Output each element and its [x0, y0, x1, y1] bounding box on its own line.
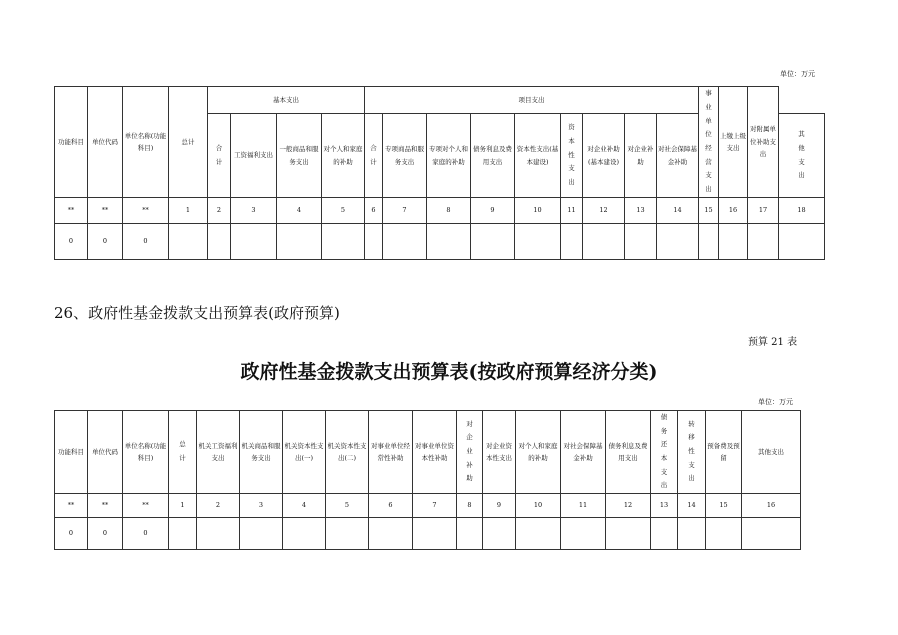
index-cell: 4: [277, 198, 322, 224]
index-cell: 8: [457, 493, 483, 517]
index-cell: 4: [283, 493, 326, 517]
index-cell: 15: [699, 198, 719, 224]
index-cell: 5: [326, 493, 369, 517]
group-header-project-expenditure: 项目支出: [365, 87, 699, 114]
unit-label-top: 单位：万元: [780, 70, 815, 78]
index-cell: 12: [606, 493, 651, 517]
col-header-econ: 债务利息及费用支出: [606, 411, 651, 494]
col-header-project-sum: 合计: [365, 114, 383, 198]
data-cell: 0: [55, 517, 88, 549]
table-row-data: [55, 224, 825, 260]
index-cell: **: [123, 493, 169, 517]
col-header-econ: 转移性支出: [678, 411, 706, 494]
index-cell: 13: [651, 493, 678, 517]
index-cell: 10: [515, 198, 561, 224]
index-cell: **: [55, 493, 88, 517]
index-cell: **: [55, 198, 88, 224]
col-header-econ: 对企业补助: [457, 411, 483, 494]
table-header-row: [55, 411, 801, 494]
col-header-project-other: 其他支出: [779, 114, 825, 198]
index-cell: 9: [483, 493, 516, 517]
data-cell: 0: [55, 224, 88, 260]
col-header-unit-code: 单位代码: [88, 411, 123, 494]
col-header-econ: 对社会保障基金补助: [561, 411, 606, 494]
col-header-econ: 对个人和家庭的补助: [516, 411, 561, 494]
index-cell: 1: [169, 198, 208, 224]
col-header-remit-superior: 上缴上级支出: [719, 87, 748, 198]
index-cell: 3: [240, 493, 283, 517]
index-cell: 16: [742, 493, 801, 517]
col-header-unit-name: 单位名称(功能科目): [123, 87, 169, 198]
data-cell: 0: [123, 224, 169, 260]
table-row-data: [55, 517, 801, 549]
col-header-econ: 其他支出: [742, 411, 801, 494]
index-cell: 7: [413, 493, 457, 517]
index-cell: 16: [719, 198, 748, 224]
col-header-unit-code: 单位代码: [88, 87, 123, 198]
index-cell: 2: [197, 493, 240, 517]
col-header-econ: 对企业资本性支出: [483, 411, 516, 494]
col-header-project-goods: 专项商品和服务支出: [383, 114, 427, 198]
col-header-project-capital: 资本性支出: [561, 114, 583, 198]
index-cell: 15: [706, 493, 742, 517]
col-header-econ: 机关资本性支出(一): [283, 411, 326, 494]
table-row-index: [55, 493, 801, 517]
data-cell: 0: [123, 517, 169, 549]
index-cell: 9: [471, 198, 515, 224]
index-cell: 18: [779, 198, 825, 224]
col-header-business-operating: 事业单位经营支出: [699, 87, 719, 198]
index-cell: 11: [561, 198, 583, 224]
index-cell: 14: [657, 198, 699, 224]
col-header-project-debt: 债务利息及费用支出: [471, 114, 515, 198]
index-cell: 8: [427, 198, 471, 224]
col-header-project-individual: 专项对个人和家庭的补助: [427, 114, 471, 198]
section-heading: 26、政府性基金拨款支出预算表(政府预算): [54, 304, 340, 322]
col-header-econ: 预备费及预留: [706, 411, 742, 494]
index-cell: 14: [678, 493, 706, 517]
col-header-total: 总计: [169, 87, 208, 198]
col-header-project-enterprise: 对企业补助: [625, 114, 657, 198]
index-cell: **: [88, 493, 123, 517]
index-cell: 17: [748, 198, 779, 224]
col-header-project-capital-construction: 资本性支出(基本建设): [515, 114, 561, 198]
unit-label-bottom: 单位：万元: [758, 398, 793, 406]
index-cell: 3: [231, 198, 277, 224]
index-cell: 10: [516, 493, 561, 517]
col-header-function-subject: 功能科目: [55, 411, 88, 494]
col-header-basic-wage: 工资福利支出: [231, 114, 277, 198]
index-cell: 6: [369, 493, 413, 517]
index-cell: 7: [383, 198, 427, 224]
index-cell: 13: [625, 198, 657, 224]
col-header-total: 总计: [169, 411, 197, 494]
table-title: 政府性基金拨款支出预算表(按政府预算经济分类): [240, 361, 658, 383]
col-header-basic-individual: 对个人和家庭的补助: [322, 114, 365, 198]
index-cell: 11: [561, 493, 606, 517]
col-header-econ: 对事业单位经常性补助: [369, 411, 413, 494]
data-cell: 0: [88, 517, 123, 549]
index-cell: 5: [322, 198, 365, 224]
col-header-project-social-security: 对社会保障基金补助: [657, 114, 699, 198]
index-cell: 1: [169, 493, 197, 517]
budget-table-basic-project: [54, 86, 825, 260]
table-number: 预算 21 表: [748, 337, 798, 348]
data-cell: 0: [88, 224, 123, 260]
col-header-function-subject: 功能科目: [55, 87, 88, 198]
index-cell: **: [88, 198, 123, 224]
group-header-basic-expenditure: 基本支出: [208, 87, 365, 114]
col-header-econ: 机关工资福利支出: [197, 411, 240, 494]
index-cell: 2: [208, 198, 231, 224]
col-header-subsidiary-subsidy: 对附属单位补助支出: [748, 87, 779, 198]
index-cell: 12: [583, 198, 625, 224]
col-header-basic-sum: 合计: [208, 114, 231, 198]
col-header-econ: 机关资本性支出(二): [326, 411, 369, 494]
budget-table-economic-classification: [54, 410, 801, 550]
index-cell: **: [123, 198, 169, 224]
col-header-econ: 机关商品和服务支出: [240, 411, 283, 494]
table-row-index: [55, 198, 825, 224]
col-header-econ: 对事业单位资本性补助: [413, 411, 457, 494]
col-header-unit-name: 单位名称(功能科目): [123, 411, 169, 494]
col-header-basic-goods: 一般商品和服务支出: [277, 114, 322, 198]
index-cell: 6: [365, 198, 383, 224]
col-header-econ: 债务还本支出: [651, 411, 678, 494]
col-header-project-enterprise-construction: 对企业补助(基本建设): [583, 114, 625, 198]
